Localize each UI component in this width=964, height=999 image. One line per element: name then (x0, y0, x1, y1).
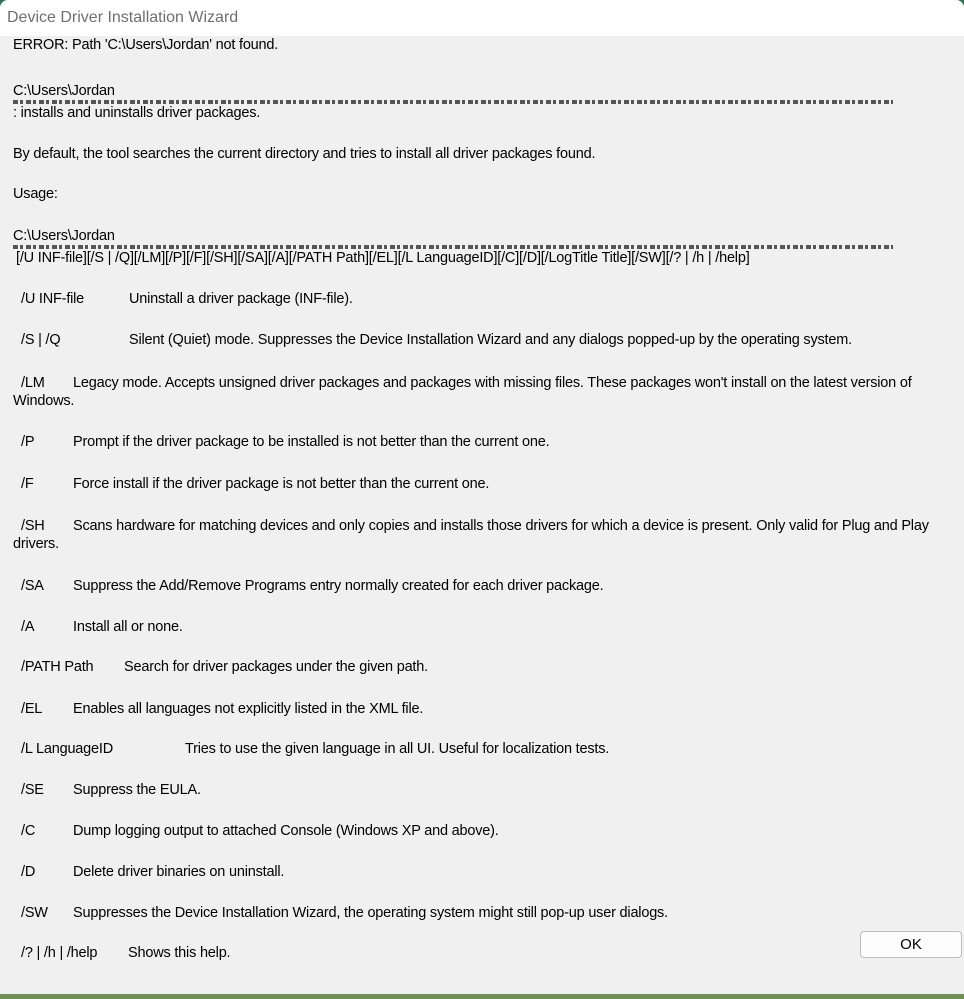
tool-description: : installs and uninstalls driver packages. (13, 105, 261, 121)
error-line: ERROR: Path 'C:\Users\Jordan' not found. (13, 37, 279, 53)
path-line-2: C:\Users\Jordan (13, 228, 115, 244)
garbled-text-overlap-2 (13, 245, 893, 249)
option-scan-hardware: /SH Scans hardware for matching devices and only copies and installs those drivers for which a device is present. Only valid for Plug and Play drivers. (13, 518, 929, 552)
option-force: /F Force install if the driver package is not better than the current one. (21, 476, 490, 492)
option-console: /C Dump logging output to attached Console (Windows XP and above). (21, 823, 499, 839)
option-suppress-eula: /SE Suppress the EULA. (21, 782, 201, 798)
ok-button[interactable]: OK (860, 931, 962, 958)
path-line: C:\Users\Jordan (13, 83, 115, 99)
option-all-or-none: /A Install all or none. (21, 619, 183, 635)
option-uninstall: /U INF-file Uninstall a driver package (INF-file). (21, 291, 353, 307)
option-enable-languages: /EL Enables all languages not explicitly listed in the XML file. (21, 701, 424, 717)
option-path: /PATH Path Search for driver packages under the given path. (21, 659, 428, 675)
option-suppress-arp: /SA Suppress the Add/Remove Programs entry normally created for each driver package. (21, 578, 604, 594)
desktop-background-strip (0, 994, 964, 999)
option-suppress-wizard: /SW Suppresses the Device Installation Wizard, the operating system might still pop-up user dialogs. (21, 905, 668, 921)
option-help: /? | /h | /help Shows this help. (21, 945, 231, 961)
window-title: Device Driver Installation Wizard (7, 9, 239, 26)
title-bar[interactable] (0, 0, 964, 36)
usage-label: Usage: (13, 186, 58, 202)
option-legacy-mode: /LM Legacy mode. Accepts unsigned driver packages and packages with missing files. These packages won't install on the latest version of Windows. (13, 375, 912, 409)
option-silent: /S | /Q Silent (Quiet) mode. Suppresses the Device Installation Wizard and any dialogs popped-up by the operating system. (21, 332, 852, 348)
help-message (0, 36, 964, 999)
option-language-id: /L LanguageID Tries to use the given language in all UI. Useful for localization tests. (21, 741, 610, 757)
usage-syntax: [/U INF-file][/S | /Q][/LM][/P][/F][/SH][/SA][/A][/PATH Path][/EL][/L LanguageID][/C][/D][/LogTitle Title][/SW][/? | /h | /help] (16, 250, 750, 266)
garbled-text-overlap (13, 100, 893, 104)
option-prompt: /P Prompt if the driver package to be installed is not better than the current one. (21, 434, 550, 450)
option-delete-binaries: /D Delete driver binaries on uninstall. (21, 864, 285, 880)
default-behavior-text: By default, the tool searches the current directory and tries to install all driver packages found. (13, 146, 596, 162)
